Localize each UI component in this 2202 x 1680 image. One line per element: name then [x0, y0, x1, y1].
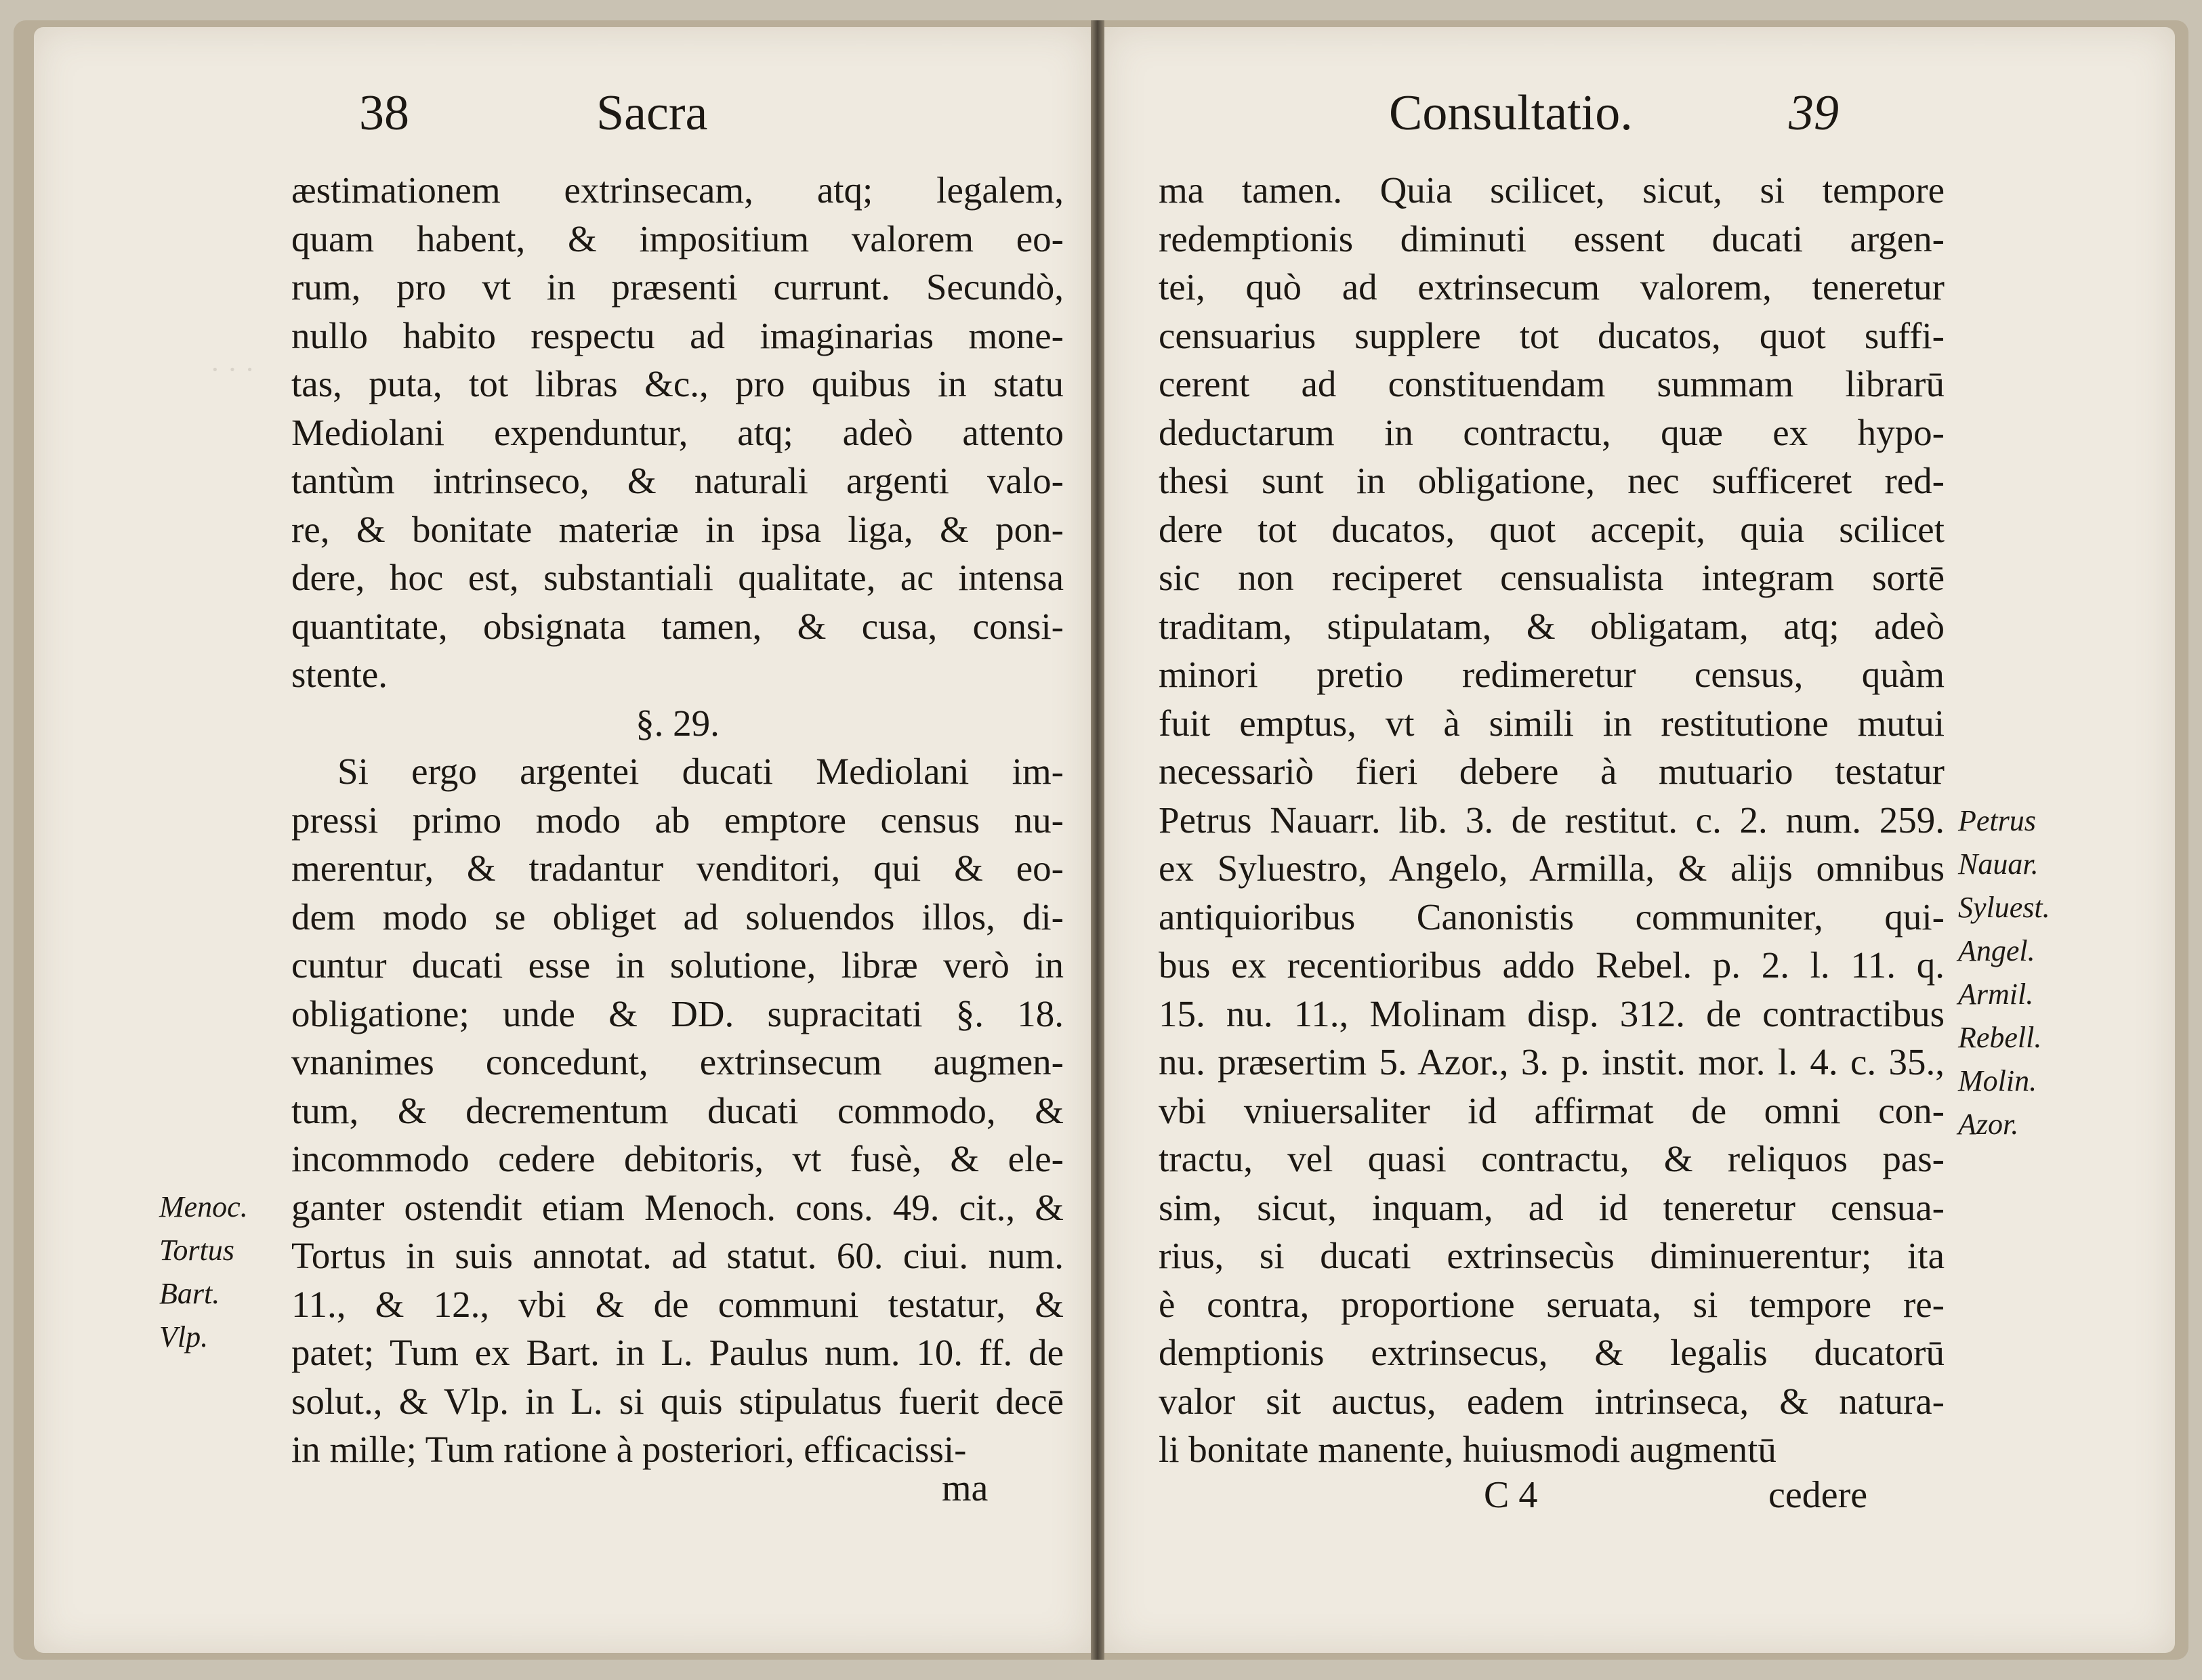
text-line: bus ex recentioribus addo Rebel. p. 2. l. 11. q.	[1159, 944, 1945, 986]
margin-note: Menoc.	[159, 1190, 248, 1223]
text-line: tei, quò ad extrinsecum valorem, teneretur	[1159, 266, 1945, 308]
book-spread	[14, 20, 2188, 1660]
text-line: Si ergo argentei ducati Mediolani im-	[337, 751, 1064, 792]
text-line: cuntur ducati esse in solutione, libræ verò in	[291, 944, 1064, 986]
left-page-number: 38	[359, 85, 409, 141]
right-margin-notes	[1958, 799, 2050, 1146]
text-line: tantùm intrinseco, & naturali argenti valo-	[291, 460, 1064, 501]
text-line: rum, pro vt in præsenti currunt. Secundò,	[291, 266, 1064, 308]
margin-note: Bart.	[159, 1277, 220, 1310]
text-line: pressi primo modo ab emptore census nu-	[291, 799, 1064, 841]
text-line: stente.	[291, 654, 388, 695]
left-body-text	[291, 166, 1064, 1474]
text-line: deductarum in contractu, quæ ex hypo-	[1159, 411, 1945, 453]
margin-note: Armil.	[1958, 978, 2034, 1011]
right-catchword: cedere	[1768, 1474, 1868, 1516]
margin-note: Vlp.	[159, 1320, 209, 1353]
text-line: fuit emptus, vt à simili in restitutione mutui	[1159, 702, 1945, 744]
text-line: censuarius supplere tot ducatos, quot suffi-	[1159, 314, 1945, 356]
right-page	[1104, 27, 2175, 1653]
text-line: 15. nu. 11., Molinam disp. 312. de contractibus	[1159, 992, 1945, 1034]
signature-mark: C 4	[1484, 1474, 1538, 1516]
text-line: sic non reciperet censualista integram sortē	[1159, 557, 1945, 598]
text-line: vbi vniuersaliter id affirmat de omni con-	[1159, 1089, 1945, 1131]
text-line: è contra, proportione seruata, si tempore re-	[1159, 1283, 1945, 1325]
text-line: ma tamen. Quia scilicet, sicut, si tempore	[1159, 169, 1945, 211]
text-line: tractu, vel quasi contractu, & reliquos pas-	[1159, 1138, 1945, 1179]
text-line: tas, puta, tot libras &c., pro quibus in statu	[291, 363, 1064, 404]
text-line: dem modo se obliget ad soluendos illos, di-	[291, 896, 1064, 938]
text-line: vnanimes concedunt, extrinsecum augmen-	[291, 1041, 1064, 1083]
margin-note: Tortus	[159, 1234, 234, 1267]
bleed-through-text: · · ·	[210, 353, 255, 386]
text-line: tum, & decrementum ducati commodo, &	[291, 1089, 1064, 1131]
text-line: ganter ostendit etiam Menoch. cons. 49. cit., &	[291, 1186, 1064, 1228]
text-line: antiquioribus Canonistis communiter, qui-	[1159, 896, 1945, 938]
text-line: rius, si ducati extrinsecùs diminuerentur; ita	[1159, 1235, 1945, 1276]
text-line: Tortus in suis annotat. ad statut. 60. ciui. num.	[291, 1235, 1064, 1276]
left-page	[34, 27, 1091, 1653]
text-line: sim, sicut, inquam, ad id teneretur censua-	[1159, 1186, 1945, 1228]
text-line: ex Syluestro, Angelo, Armilla, & alijs omnibus	[1159, 847, 1945, 889]
text-line: nu. præsertim 5. Azor., 3. p. instit. mor. l. 4. c. 35.,	[1159, 1041, 1945, 1083]
text-line: cerent ad constituendam summam librarū	[1159, 363, 1945, 404]
text-line: merentur, & tradantur venditori, qui & eo-	[291, 847, 1064, 889]
right-page-number: 39	[1789, 85, 1839, 141]
text-line: obligatione; unde & DD. supracitati §. 18.	[291, 992, 1064, 1034]
text-line: redemptionis diminuti essent ducati argen-	[1159, 217, 1945, 259]
margin-note: Molin.	[1958, 1064, 2037, 1097]
text-line: li bonitate manente, huiusmodi augmentū	[1159, 1429, 1777, 1470]
text-line: quantitate, obsignata tamen, & cusa, consi-	[291, 605, 1064, 647]
text-line: valor sit auctus, eadem intrinseca, & natura-	[1159, 1380, 1945, 1422]
text-line: nullo habito respectu ad imaginarias mone-	[291, 314, 1064, 356]
text-line: dere, hoc est, substantiali qualitate, ac intensa	[291, 557, 1064, 598]
text-line: minori pretio redimeretur census, quàm	[1159, 654, 1945, 695]
book-gutter	[1091, 20, 1104, 1660]
left-margin-notes	[159, 1185, 248, 1359]
text-line: demptionis extrinsecus, & legalis ducatorū	[1159, 1332, 1945, 1373]
text-line: 11., & 12., vbi & de communi testatur, &	[291, 1283, 1064, 1325]
margin-note: Azor.	[1958, 1108, 2019, 1141]
text-line: in mille; Tum ratione à posteriori, efficacissi-	[291, 1429, 967, 1470]
text-line: re, & bonitate materiæ in ipsa liga, & pon-	[291, 508, 1064, 550]
text-line: solut., & Vlp. in L. si quis stipulatus fuerit decē	[291, 1380, 1064, 1422]
margin-note: Syluest.	[1958, 891, 2050, 924]
margin-note: Angel.	[1958, 934, 2035, 967]
text-line: incommodo cedere debitoris, vt fusè, & ele-	[291, 1138, 1064, 1179]
text-line: quam habent, & impositium valorem eo-	[291, 217, 1064, 259]
right-body-text	[1159, 166, 1945, 1474]
text-line: patet; Tum ex Bart. in L. Paulus num. 10. ff. de	[291, 1332, 1064, 1373]
text-line: æstimationem extrinsecam, atq; legalem,	[291, 169, 1064, 211]
text-line: Mediolani expenduntur, atq; adeò attento	[291, 411, 1064, 453]
text-line: thesi sunt in obligatione, nec sufficeret red-	[1159, 460, 1945, 501]
text-line: necessariò fieri debere à mutuario testatur	[1159, 751, 1945, 792]
right-running-head: Consultatio.	[1389, 85, 1633, 141]
margin-note: Nauar.	[1958, 847, 2039, 881]
left-running-head: Sacra	[596, 85, 708, 141]
text-line: Petrus Nauarr. lib. 3. de restitut. c. 2. num. 259.	[1159, 799, 1945, 841]
margin-note: Petrus	[1958, 804, 2036, 837]
text-line: §. 29.	[636, 702, 720, 744]
text-line: traditam, stipulatam, & obligatam, atq; adeò	[1159, 605, 1945, 647]
margin-note: Rebell.	[1958, 1021, 2042, 1054]
left-catchword: ma	[942, 1467, 989, 1509]
text-line: dere tot ducatos, quot accepit, quia scilicet	[1159, 508, 1945, 550]
